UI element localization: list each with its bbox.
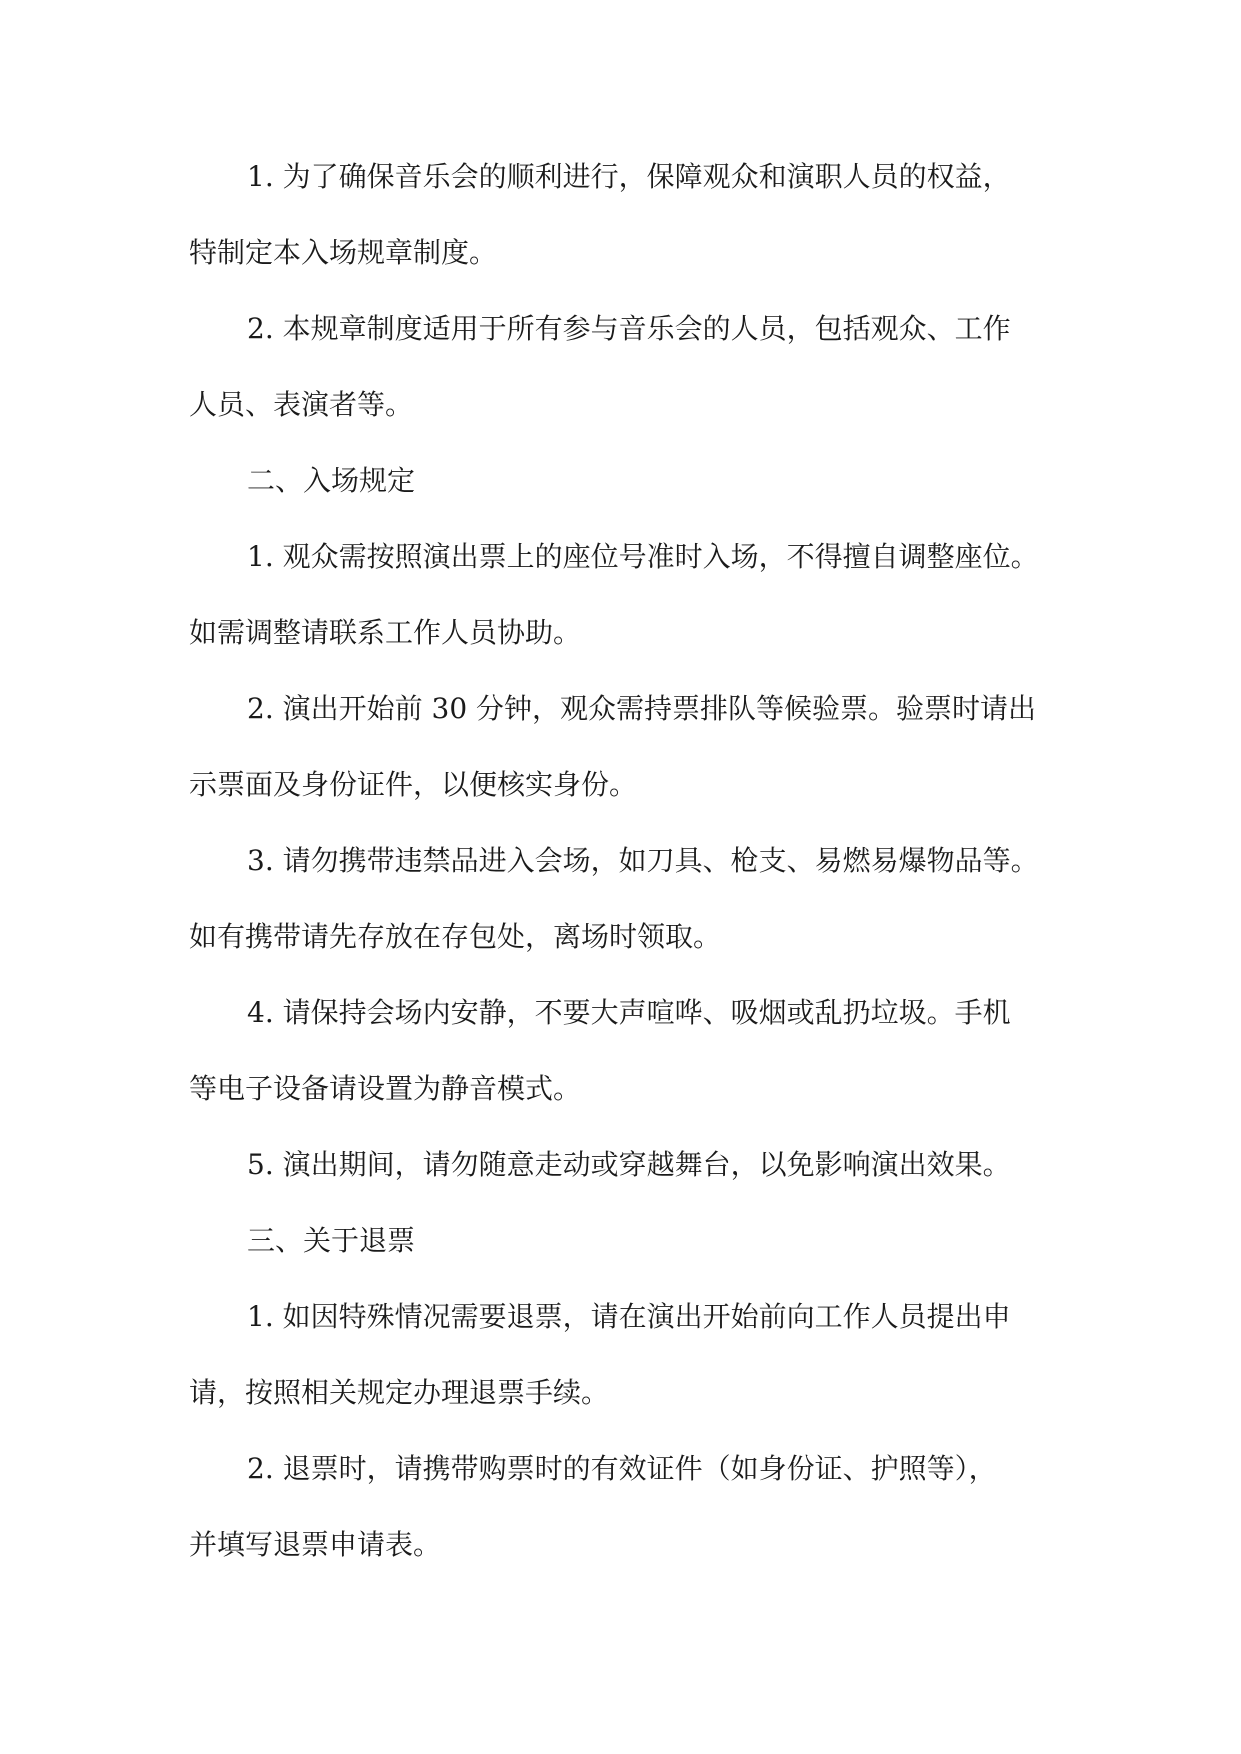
paragraph-purpose <box>189 139 1065 291</box>
paragraph-entry-rule-4 <box>189 975 1065 1127</box>
text-line: 1. 观众需按照演出票上的座位号准时入场，不得擅自调整座位。 <box>247 540 1039 573</box>
paragraph-refund-rule-2 <box>189 1431 1065 1583</box>
text-line: 人员、表演者等。 <box>189 388 414 421</box>
text-line: 1. 为了确保音乐会的顺利进行，保障观众和演职人员的权益， <box>247 160 1011 193</box>
document-body <box>189 139 1065 1583</box>
paragraph-entry-rule-5 <box>189 1127 1065 1203</box>
section-heading-refund <box>189 1203 1065 1279</box>
paragraph-scope <box>189 291 1065 443</box>
text-line: 2. 演出开始前 30 分钟，观众需持票排队等候验票。验票时请出 <box>247 692 1037 725</box>
text-line: 5. 演出期间，请勿随意走动或穿越舞台，以免影响演出效果。 <box>247 1148 1011 1181</box>
text-line: 并填写退票申请表。 <box>189 1528 442 1561</box>
text-line: 1. 如因特殊情况需要退票，请在演出开始前向工作人员提出申 <box>247 1300 1011 1333</box>
text-line: 如需调整请联系工作人员协助。 <box>189 616 582 649</box>
section-heading-entry-rules <box>189 443 1065 519</box>
text-line: 请，按照相关规定办理退票手续。 <box>189 1376 610 1409</box>
section-heading: 二、入场规定 <box>247 464 416 497</box>
text-line: 2. 本规章制度适用于所有参与音乐会的人员，包括观众、工作 <box>247 312 1011 345</box>
text-line: 示票面及身份证件，以便核实身份。 <box>189 768 638 801</box>
text-line: 4. 请保持会场内安静，不要大声喧哗、吸烟或乱扔垃圾。手机 <box>247 996 1011 1029</box>
section-heading: 三、关于退票 <box>247 1224 416 1257</box>
text-line: 等电子设备请设置为静音模式。 <box>189 1072 582 1105</box>
paragraph-entry-rule-2 <box>189 671 1065 823</box>
paragraph-entry-rule-3 <box>189 823 1065 975</box>
text-line: 3. 请勿携带违禁品进入会场，如刀具、枪支、易燃易爆物品等。 <box>247 844 1039 877</box>
paragraph-refund-rule-1 <box>189 1279 1065 1431</box>
text-line: 特制定本入场规章制度。 <box>189 236 498 269</box>
text-line: 如有携带请先存放在存包处，离场时领取。 <box>189 920 722 953</box>
paragraph-entry-rule-1 <box>189 519 1065 671</box>
text-line: 2. 退票时，请携带购票时的有效证件（如身份证、护照等）， <box>247 1452 997 1485</box>
